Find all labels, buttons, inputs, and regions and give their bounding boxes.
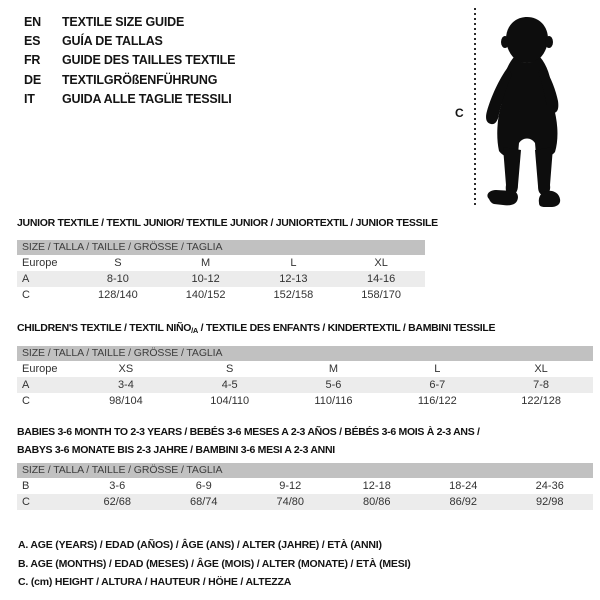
cell: 158/170	[361, 289, 401, 301]
babies-textile-table	[17, 423, 593, 510]
cell: 5-6	[325, 379, 342, 391]
language-row-it	[24, 90, 235, 109]
cell: 68/74	[189, 496, 218, 508]
babies-table-title	[17, 423, 593, 459]
region-label: Europe	[22, 257, 58, 269]
title-subscript: /A	[191, 326, 199, 335]
size-column: S	[226, 363, 234, 375]
cell: 12-13	[279, 273, 308, 285]
language-code: IT	[24, 92, 35, 107]
children-textile-table	[17, 322, 593, 409]
size-column: XL	[534, 363, 548, 375]
language-code: ES	[24, 34, 41, 49]
toddler-silhouette-icon	[481, 9, 573, 209]
footnote-b: B. AGE (MONTHS) / EDAD (MESES) / ÂGE (MOIS) / ALTER (MONATE) / ETÀ (MESI)	[18, 557, 411, 570]
babies-size-bar: SIZE / TALLA / TAILLE / GRÖSSE / TAGLIA	[17, 463, 593, 478]
cell: 80/86	[362, 496, 391, 508]
language-title: GUIDE DES TAILLES TEXTILE	[62, 53, 236, 68]
cell: 98/104	[109, 395, 143, 407]
silhouette-head	[506, 17, 548, 63]
children-header-row	[17, 361, 593, 377]
silhouette-leg-right	[535, 147, 553, 195]
row-label: B	[22, 480, 30, 492]
title-rest: / TEXTILE DES ENFANTS / KINDERTEXTIL / BAMBINI TESSILE	[198, 322, 496, 334]
cell: 122/128	[521, 395, 561, 407]
silhouette-ear-left	[501, 36, 509, 48]
region-label: Europe	[22, 363, 58, 375]
cell: 110/116	[314, 395, 353, 407]
cell: 140/152	[185, 289, 226, 301]
language-title: TEXTILE SIZE GUIDE	[62, 14, 185, 29]
cell: 8-10	[106, 273, 129, 285]
size-column: M	[328, 363, 339, 375]
cell: 92/98	[535, 496, 564, 508]
footnote-c: C. (cm) HEIGHT / ALTURA / HAUTEUR / HÖHE / ALTEZZA	[18, 576, 292, 588]
junior-textile-table	[17, 217, 438, 303]
title-main: CHILDREN'S TEXTILE / TEXTIL NIÑO	[17, 322, 192, 334]
language-code: FR	[24, 53, 41, 68]
footnote-a: A. AGE (YEARS) / EDAD (AÑOS) / ÂGE (ANS) / ALTER (JAHRE) / ETÀ (ANNI)	[18, 539, 382, 551]
cell: 24-36	[535, 480, 564, 492]
cell: 12-18	[362, 480, 391, 492]
silhouette-foot-left	[487, 190, 518, 205]
cell: 128/140	[97, 289, 138, 301]
table-row	[17, 271, 425, 287]
junior-header-row	[17, 255, 425, 271]
row-label: C	[22, 289, 30, 301]
cell: 9-12	[279, 480, 302, 492]
table-row	[17, 287, 425, 303]
size-column: XL	[374, 257, 388, 269]
row-label: C	[22, 395, 30, 407]
language-row-fr	[24, 51, 235, 70]
language-row-en	[24, 12, 235, 31]
size-column: XS	[118, 363, 134, 375]
size-column: L	[290, 257, 297, 269]
footnotes	[18, 536, 411, 592]
cell: 18-24	[449, 480, 478, 492]
junior-table-title: JUNIOR TEXTILE / TEXTIL JUNIOR/ TEXTILE JUNIOR / JUNIORTEXTIL / JUNIOR TESSILE	[17, 217, 438, 229]
cell: 14-16	[367, 273, 396, 285]
language-title: GUÍA DE TALLAS	[62, 34, 163, 49]
children-table-title	[17, 322, 593, 335]
cell: 10-12	[191, 273, 220, 285]
cell: 6-7	[429, 379, 446, 391]
language-row-es	[24, 31, 235, 50]
language-code: DE	[24, 72, 41, 87]
cell: 7-8	[533, 379, 550, 391]
language-title: TEXTILGRÖßENFÜHRUNG	[62, 72, 218, 87]
row-label: A	[22, 379, 30, 391]
children-size-bar: SIZE / TALLA / TAILLE / GRÖSSE / TAGLIA	[17, 346, 593, 361]
language-title: GUIDA ALLE TAGLIE TESSILI	[62, 92, 232, 107]
table-row	[17, 393, 593, 409]
row-label: C	[22, 496, 30, 508]
row-label: A	[22, 273, 30, 285]
silhouette-ear-right	[545, 36, 553, 48]
cell: 104/110	[210, 395, 250, 407]
language-header	[24, 12, 235, 109]
language-code: EN	[24, 14, 41, 29]
cell: 152/158	[273, 289, 314, 301]
table-row	[17, 478, 593, 494]
cell: 6-9	[195, 480, 212, 492]
cell: 116/122	[417, 395, 457, 407]
size-column: L	[434, 363, 441, 375]
language-row-de	[24, 70, 235, 89]
cell: 74/80	[276, 496, 305, 508]
size-column: M	[201, 257, 211, 269]
cell: 3-6	[109, 480, 126, 492]
cell: 62/68	[103, 496, 132, 508]
babies-title-line2: BABYS 3-6 MONATE BIS 2-3 JAHRE / BAMBINI 3-6 MESI A 2-3 ANNI	[17, 444, 335, 456]
height-measure-dotted-line	[474, 8, 476, 206]
silhouette-leg-left	[503, 147, 521, 195]
cell: 4-5	[221, 379, 238, 391]
babies-title-line1: BABIES 3-6 MONTH TO 2-3 YEARS / BEBÉS 3-6 MESES A 2-3 AÑOS / BÉBÉS 3-6 MOIS À 2-3 ANS /	[17, 426, 480, 438]
cell: 86/92	[449, 496, 478, 508]
cell: 3-4	[117, 379, 134, 391]
junior-size-bar: SIZE / TALLA / TAILLE / GRÖSSE / TAGLIA	[17, 240, 425, 255]
size-column: S	[114, 257, 122, 269]
height-measure-label: C	[455, 106, 464, 120]
table-row	[17, 377, 593, 393]
table-row	[17, 494, 593, 510]
